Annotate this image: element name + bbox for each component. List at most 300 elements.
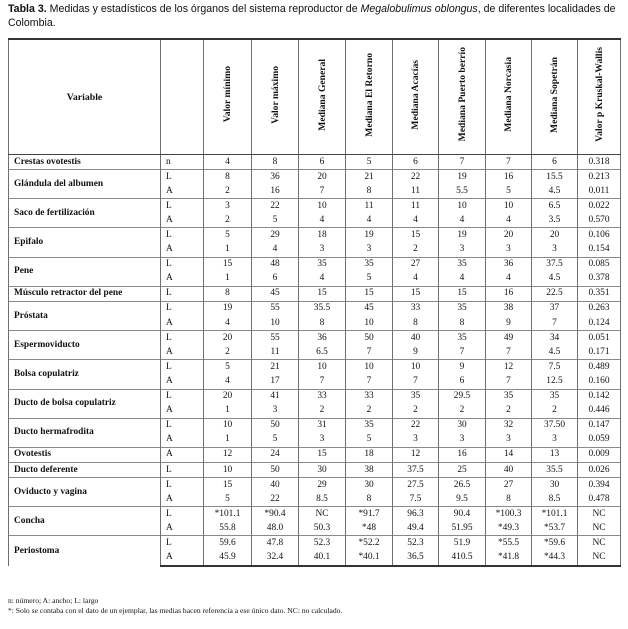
value-cell: 10: [393, 360, 439, 375]
table-row: [9, 257, 621, 272]
variable-name-cell: Glándula del albumen: [9, 170, 161, 199]
variable-name-cell: Espermoviducto: [9, 331, 161, 360]
value-cell: 22: [252, 199, 299, 214]
variable-name-cell: Saco de fertilización: [9, 199, 161, 228]
value-cell: 4: [299, 213, 346, 228]
value-cell: 4: [439, 213, 486, 228]
value-cell: 40: [486, 462, 532, 477]
value-cell: 49.4: [393, 521, 439, 536]
value-cell: 8: [346, 492, 393, 507]
value-cell: 3: [439, 433, 486, 448]
value-cell: 15: [204, 478, 252, 493]
value-cell: 33: [393, 301, 439, 316]
value-cell: *53.7: [532, 521, 578, 536]
value-cell: 3: [486, 433, 532, 448]
value-cell: 11: [252, 345, 299, 360]
value-cell: 48.0: [252, 521, 299, 536]
value-cell: 22: [252, 492, 299, 507]
value-cell: 16: [486, 170, 532, 185]
value-cell: 25: [439, 462, 486, 477]
value-cell: 4: [299, 272, 346, 287]
value-cell: 1: [204, 404, 252, 419]
value-cell: 29: [252, 228, 299, 243]
value-cell: 27.5: [393, 478, 439, 493]
measure-code-cell: L: [161, 228, 204, 243]
table-caption: [8, 3, 622, 30]
value-cell: 13: [532, 447, 578, 462]
value-cell: 52.3: [299, 536, 346, 551]
value-cell: *52.2: [346, 536, 393, 551]
measure-code-cell: A: [161, 404, 204, 419]
value-cell: 0.446: [578, 404, 621, 419]
value-cell: 12: [393, 447, 439, 462]
value-cell: 40.1: [299, 551, 346, 566]
table-row: [9, 478, 621, 493]
measure-code-cell: A: [161, 492, 204, 507]
value-cell: 22: [393, 170, 439, 185]
value-cell: 4.5: [532, 184, 578, 199]
value-cell: 10: [346, 316, 393, 331]
value-cell: 0.570: [578, 213, 621, 228]
value-cell: 4.5: [532, 272, 578, 287]
variable-name-cell: Músculo retractor del pene: [9, 286, 161, 301]
variable-name-cell: Concha: [9, 507, 161, 536]
value-cell: 3: [346, 243, 393, 258]
value-cell: 48: [252, 257, 299, 272]
value-cell: 20: [204, 331, 252, 346]
measure-code-cell: A: [161, 551, 204, 566]
value-cell: 36: [299, 331, 346, 346]
measure-code-cell: L: [161, 360, 204, 375]
value-cell: 3: [532, 243, 578, 258]
value-cell: NC: [578, 536, 621, 551]
value-cell: 7: [532, 316, 578, 331]
value-cell: 29: [299, 478, 346, 493]
variable-name-cell: Próstata: [9, 301, 161, 330]
measure-code-cell: A: [161, 184, 204, 199]
value-cell: 45: [252, 286, 299, 301]
value-cell: 7: [299, 184, 346, 199]
value-cell: 0.009: [578, 447, 621, 462]
value-cell: 51.9: [439, 536, 486, 551]
value-cell: 7: [346, 374, 393, 389]
value-cell: 27: [393, 257, 439, 272]
value-cell: 3: [486, 243, 532, 258]
value-cell: 19: [346, 228, 393, 243]
measure-code-cell: L: [161, 478, 204, 493]
variable-name-cell: Ovotestis: [9, 447, 161, 462]
measure-code-cell: L: [161, 536, 204, 551]
value-cell: 35: [532, 389, 578, 404]
value-cell: 5: [252, 213, 299, 228]
value-cell: 0.378: [578, 272, 621, 287]
value-cell: 35: [439, 331, 486, 346]
value-cell: 4: [346, 213, 393, 228]
value-cell: 2: [204, 213, 252, 228]
value-cell: *44.3: [532, 551, 578, 566]
value-cell: 7: [299, 374, 346, 389]
value-cell: 18: [346, 447, 393, 462]
value-cell: 7: [486, 345, 532, 360]
value-cell: 37: [532, 301, 578, 316]
value-cell: *48: [346, 521, 393, 536]
value-cell: 0.085: [578, 257, 621, 272]
measure-code-cell: A: [161, 272, 204, 287]
value-cell: 0.022: [578, 199, 621, 214]
value-cell: 0.351: [578, 286, 621, 301]
table-row: [9, 155, 621, 170]
value-cell: 11: [393, 199, 439, 214]
value-cell: 14: [486, 447, 532, 462]
value-cell: 7.5: [393, 492, 439, 507]
value-cell: 7: [393, 374, 439, 389]
variable-name-cell: Ducto deferente: [9, 462, 161, 477]
value-cell: 0.059: [578, 433, 621, 448]
value-cell: 55: [252, 301, 299, 316]
table-row: [9, 228, 621, 243]
value-cell: 36: [252, 170, 299, 185]
value-cell: 3: [532, 433, 578, 448]
value-cell: 0.478: [578, 492, 621, 507]
variable-name-cell: Epifalo: [9, 228, 161, 257]
header-valor-p: Valor p Kruskal-Wallis: [578, 39, 621, 155]
value-cell: 20: [486, 228, 532, 243]
value-cell: *101.1: [204, 507, 252, 522]
value-cell: 35: [439, 301, 486, 316]
value-cell: NC: [578, 521, 621, 536]
value-cell: 19: [439, 170, 486, 185]
value-cell: 0.106: [578, 228, 621, 243]
table-row: [9, 360, 621, 375]
value-cell: 38: [346, 462, 393, 477]
measure-code-cell: L: [161, 286, 204, 301]
value-cell: 4: [204, 155, 252, 170]
footnote-asterisk: *: Solo se contaba con el dato de un ejemplar, las medias hacen referencia a ese único dato. NC: no calculado.: [8, 605, 343, 615]
value-cell: 35: [486, 389, 532, 404]
table-row: [9, 418, 621, 433]
value-cell: 1: [204, 272, 252, 287]
value-cell: 18: [299, 228, 346, 243]
value-cell: 7.5: [532, 360, 578, 375]
value-cell: 6.5: [532, 199, 578, 214]
value-cell: 9: [393, 345, 439, 360]
value-cell: 5: [346, 433, 393, 448]
measure-code-cell: A: [161, 213, 204, 228]
value-cell: 30: [439, 418, 486, 433]
value-cell: 3: [393, 433, 439, 448]
value-cell: 3: [252, 404, 299, 419]
measure-code-cell: L: [161, 199, 204, 214]
table-row: [9, 199, 621, 214]
measure-code-cell: A: [161, 243, 204, 258]
value-cell: 9: [486, 316, 532, 331]
variable-name-cell: Oviducto y vagina: [9, 478, 161, 507]
value-cell: 2: [393, 404, 439, 419]
value-cell: 2: [486, 404, 532, 419]
value-cell: 35: [393, 389, 439, 404]
value-cell: NC: [299, 507, 346, 522]
measure-code-cell: L: [161, 170, 204, 185]
value-cell: 15: [346, 286, 393, 301]
measure-code-cell: A: [161, 345, 204, 360]
variable-name-cell: Ducto de bolsa copulatriz: [9, 389, 161, 418]
value-cell: 20: [299, 170, 346, 185]
value-cell: 40: [393, 331, 439, 346]
value-cell: 0.318: [578, 155, 621, 170]
value-cell: 10: [252, 316, 299, 331]
value-cell: 4.5: [532, 345, 578, 360]
value-cell: 33: [299, 389, 346, 404]
variable-name-cell: Bolsa copulatriz: [9, 360, 161, 389]
value-cell: 0.263: [578, 301, 621, 316]
value-cell: 0.489: [578, 360, 621, 375]
header-variable: Variable: [9, 39, 161, 155]
value-cell: 2: [204, 345, 252, 360]
value-cell: 35: [439, 257, 486, 272]
value-cell: 3.5: [532, 213, 578, 228]
value-cell: 10: [299, 360, 346, 375]
value-cell: 27: [486, 478, 532, 493]
value-cell: 5: [204, 360, 252, 375]
value-cell: 2: [439, 404, 486, 419]
header-mediana-acacias: Mediana Acacías: [393, 39, 439, 155]
table-row: [9, 301, 621, 316]
value-cell: 11: [393, 184, 439, 199]
value-cell: 36: [486, 257, 532, 272]
value-cell: 7: [346, 345, 393, 360]
header-valor-maximo: Valor máximo: [252, 39, 299, 155]
value-cell: 15.5: [532, 170, 578, 185]
value-cell: 12: [486, 360, 532, 375]
header-valor-minimo: Valor mínimo: [204, 39, 252, 155]
value-cell: 47.8: [252, 536, 299, 551]
value-cell: *59.6: [532, 536, 578, 551]
value-cell: *55.5: [486, 536, 532, 551]
caption-text-after: , de diferentes localidades de Colombia.: [8, 3, 616, 29]
value-cell: 10: [204, 418, 252, 433]
value-cell: 24: [252, 447, 299, 462]
value-cell: 8: [299, 316, 346, 331]
measure-code-cell: L: [161, 331, 204, 346]
value-cell: 45.9: [204, 551, 252, 566]
value-cell: 35.5: [299, 301, 346, 316]
value-cell: 7: [486, 374, 532, 389]
value-cell: *101.1: [532, 507, 578, 522]
value-cell: 1: [204, 243, 252, 258]
value-cell: 51.95: [439, 521, 486, 536]
value-cell: 31: [299, 418, 346, 433]
value-cell: 30: [346, 478, 393, 493]
value-cell: 15: [439, 286, 486, 301]
value-cell: 16: [439, 447, 486, 462]
value-cell: 15: [204, 257, 252, 272]
value-cell: 32.4: [252, 551, 299, 566]
value-cell: *91.7: [346, 507, 393, 522]
caption-label: Tabla 3.: [8, 3, 47, 15]
value-cell: 5: [346, 155, 393, 170]
value-cell: 10: [346, 360, 393, 375]
value-cell: 3: [439, 243, 486, 258]
measure-code-cell: L: [161, 507, 204, 522]
value-cell: 20: [204, 389, 252, 404]
value-cell: 22.5: [532, 286, 578, 301]
value-cell: 7: [439, 345, 486, 360]
value-cell: 3: [204, 199, 252, 214]
value-cell: 6: [393, 155, 439, 170]
value-cell: 45: [346, 301, 393, 316]
value-cell: 5: [252, 433, 299, 448]
value-cell: 3: [299, 433, 346, 448]
measure-code-cell: L: [161, 462, 204, 477]
value-cell: 6: [252, 272, 299, 287]
table-row: [9, 286, 621, 301]
caption-text-before: Medidas y estadísticos de los órganos del sistema reproductor de: [46, 3, 361, 15]
value-cell: 6: [532, 155, 578, 170]
value-cell: 21: [346, 170, 393, 185]
value-cell: 37.5: [393, 462, 439, 477]
variable-name-cell: Ducto hermafrodita: [9, 418, 161, 447]
value-cell: NC: [578, 507, 621, 522]
value-cell: *90.4: [252, 507, 299, 522]
measure-code-cell: L: [161, 257, 204, 272]
variable-name-cell: Crestas ovotestis: [9, 155, 161, 170]
value-cell: 4: [252, 243, 299, 258]
value-cell: 30: [532, 478, 578, 493]
value-cell: 0.026: [578, 462, 621, 477]
value-cell: 8.5: [532, 492, 578, 507]
value-cell: 4: [486, 213, 532, 228]
value-cell: 10: [299, 199, 346, 214]
value-cell: 0.011: [578, 184, 621, 199]
value-cell: 33: [346, 389, 393, 404]
value-cell: 7: [439, 155, 486, 170]
value-cell: 0.154: [578, 243, 621, 258]
table-row: [9, 536, 621, 551]
value-cell: 0.160: [578, 374, 621, 389]
measure-code-cell: L: [161, 301, 204, 316]
value-cell: 10: [486, 199, 532, 214]
value-cell: 5: [204, 228, 252, 243]
table-row: [9, 389, 621, 404]
value-cell: *41.8: [486, 551, 532, 566]
value-cell: 37.50: [532, 418, 578, 433]
data-table: [8, 38, 621, 567]
value-cell: 55: [252, 331, 299, 346]
value-cell: 0.142: [578, 389, 621, 404]
value-cell: 16: [486, 286, 532, 301]
value-cell: 35: [299, 257, 346, 272]
value-cell: 22: [393, 418, 439, 433]
value-cell: 4: [393, 272, 439, 287]
value-cell: 50: [252, 462, 299, 477]
header-code: [161, 39, 204, 155]
value-cell: NC: [578, 551, 621, 566]
measure-code-cell: L: [161, 418, 204, 433]
value-cell: 9: [439, 360, 486, 375]
value-cell: 410.5: [439, 551, 486, 566]
value-cell: 49: [486, 331, 532, 346]
measure-code-cell: n: [161, 155, 204, 170]
value-cell: 4: [204, 316, 252, 331]
value-cell: 12: [204, 447, 252, 462]
value-cell: 8: [439, 316, 486, 331]
value-cell: 30: [299, 462, 346, 477]
value-cell: 4: [486, 272, 532, 287]
value-cell: 2: [532, 404, 578, 419]
value-cell: 8: [346, 184, 393, 199]
value-cell: 20: [532, 228, 578, 243]
value-cell: 36.5: [393, 551, 439, 566]
value-cell: 50: [346, 331, 393, 346]
value-cell: 12.5: [532, 374, 578, 389]
caption-species: Megalobulimus oblongus: [360, 3, 478, 15]
value-cell: 3: [299, 243, 346, 258]
value-cell: 2: [299, 404, 346, 419]
value-cell: 40: [252, 478, 299, 493]
value-cell: 96.3: [393, 507, 439, 522]
table-row: [9, 507, 621, 522]
value-cell: 50: [252, 418, 299, 433]
value-cell: 21: [252, 360, 299, 375]
header-mediana-general: Mediana General: [299, 39, 346, 155]
value-cell: 15: [299, 286, 346, 301]
variable-name-cell: Periostoma: [9, 536, 161, 566]
value-cell: 9.5: [439, 492, 486, 507]
value-cell: 37.5: [532, 257, 578, 272]
table-body: [9, 155, 621, 566]
value-cell: 0.171: [578, 345, 621, 360]
table-row: [9, 462, 621, 477]
value-cell: 34: [532, 331, 578, 346]
value-cell: 5: [204, 492, 252, 507]
value-cell: 2: [204, 184, 252, 199]
value-cell: 2: [346, 404, 393, 419]
value-cell: *100.3: [486, 507, 532, 522]
measure-code-cell: A: [161, 447, 204, 462]
value-cell: 15: [393, 228, 439, 243]
value-cell: 35.5: [532, 462, 578, 477]
value-cell: 6.5: [299, 345, 346, 360]
value-cell: 26.5: [439, 478, 486, 493]
value-cell: 55.8: [204, 521, 252, 536]
value-cell: 50.3: [299, 521, 346, 536]
value-cell: *40.1: [346, 551, 393, 566]
table-row: [9, 331, 621, 346]
value-cell: 4: [204, 374, 252, 389]
table-row: [9, 447, 621, 462]
value-cell: 8.5: [299, 492, 346, 507]
value-cell: 1: [204, 433, 252, 448]
value-cell: 17: [252, 374, 299, 389]
value-cell: 10: [204, 462, 252, 477]
value-cell: 19: [204, 301, 252, 316]
value-cell: 8: [393, 316, 439, 331]
footnote-abbreviations: n: número; A: ancho; L: largo: [8, 596, 99, 605]
value-cell: 0.394: [578, 478, 621, 493]
header-row: [9, 39, 621, 155]
measure-code-cell: A: [161, 433, 204, 448]
header-mediana-puerto-berrio: Mediana Puerto berrío: [439, 39, 486, 155]
header-mediana-sopetran: Mediana Sopetrán: [532, 39, 578, 155]
value-cell: 90.4: [439, 507, 486, 522]
value-cell: 10: [439, 199, 486, 214]
value-cell: 0.213: [578, 170, 621, 185]
value-cell: 15: [299, 447, 346, 462]
value-cell: 8: [204, 170, 252, 185]
measure-code-cell: A: [161, 316, 204, 331]
value-cell: 16: [252, 184, 299, 199]
value-cell: 38: [486, 301, 532, 316]
